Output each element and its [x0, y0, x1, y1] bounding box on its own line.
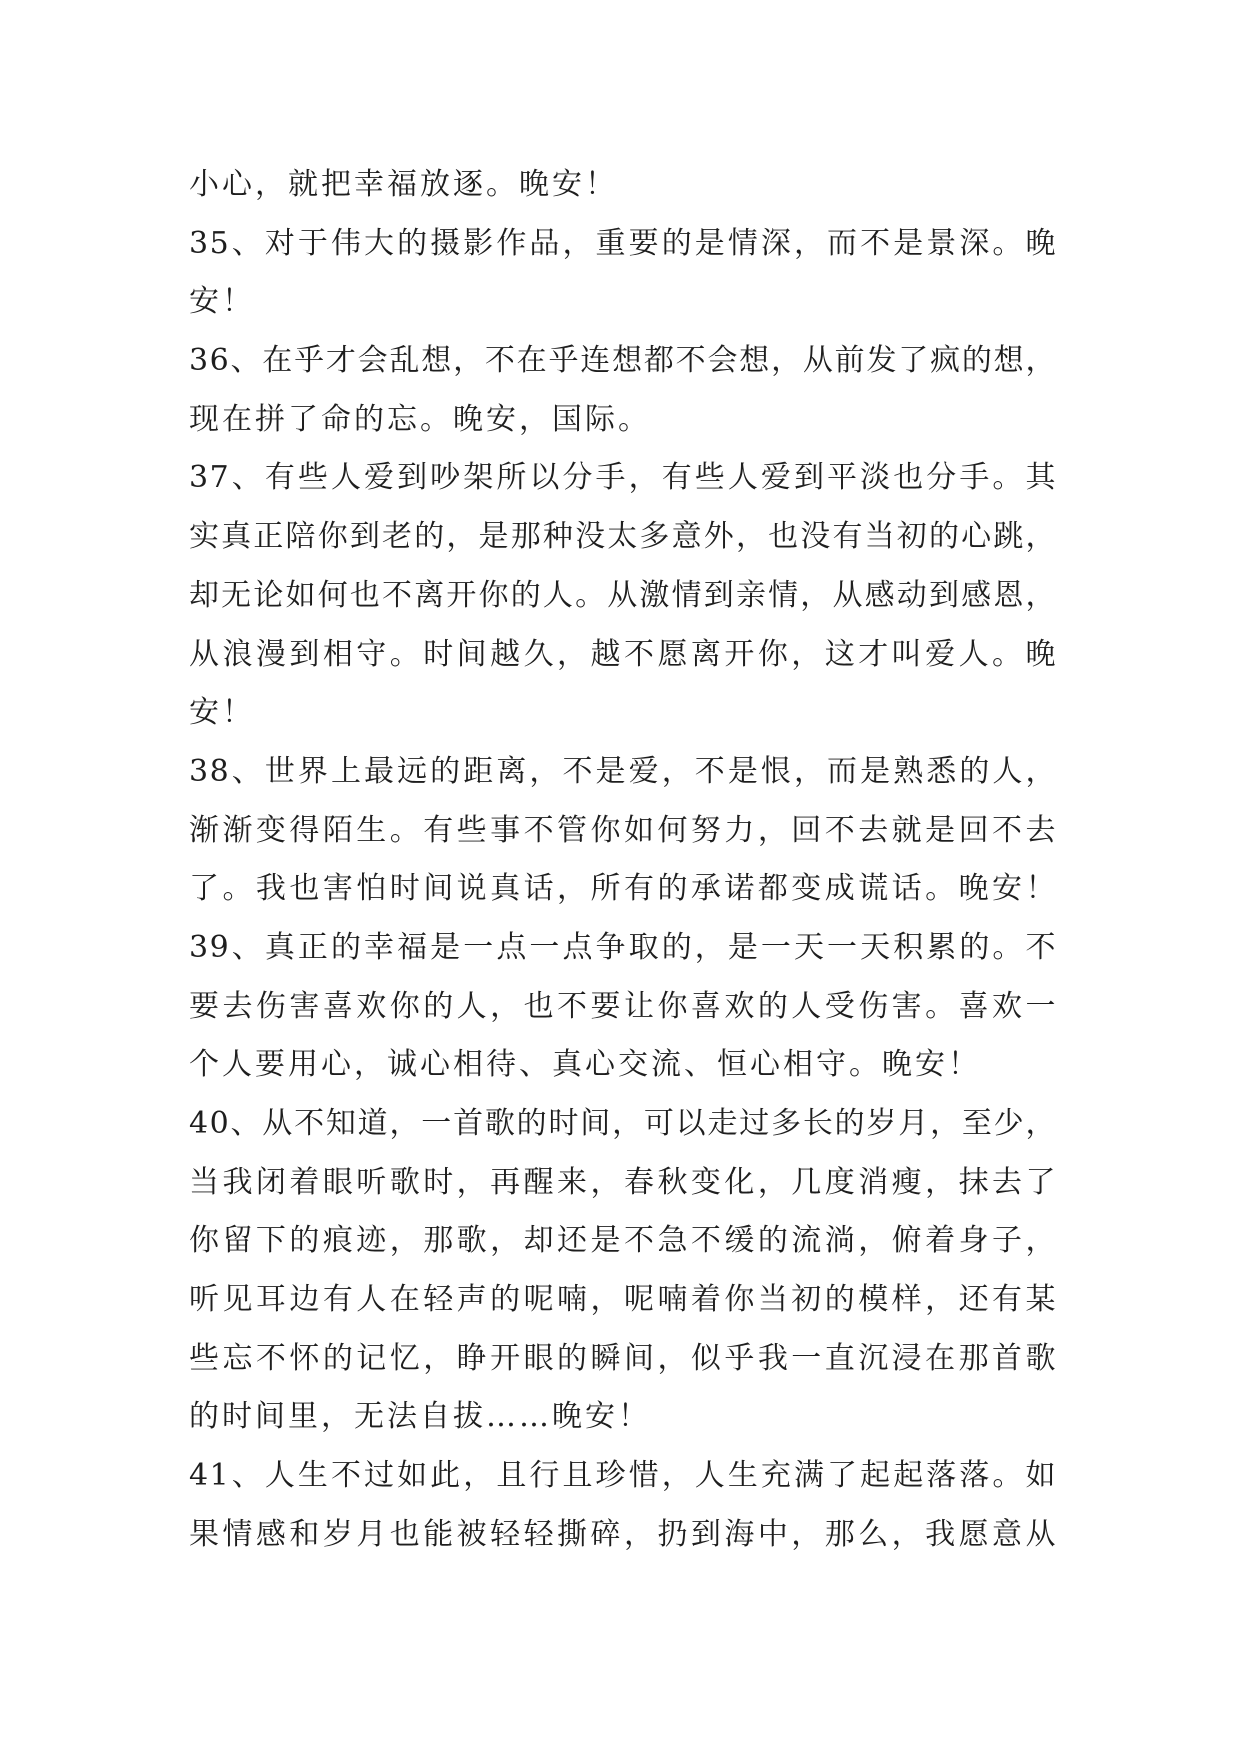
text-line: 安！ [189, 284, 255, 320]
text-line: 果情感和岁月也能被轻轻撕碎，扔到海中，那么，我愿意从 [189, 1516, 1057, 1552]
text-line: 要去伤害喜欢你的人，也不要让你喜欢的人受伤害。喜欢一 [189, 988, 1057, 1024]
text-line: 安！ [189, 695, 255, 731]
text-line: 你留下的痕迹，那歌，却还是不急不缓的流淌，俯着身子， [189, 1223, 1057, 1259]
text-line: 当我闭着眼听歌时，再醒来，春秋变化，几度消瘦，抹去了 [189, 1164, 1057, 1200]
text-line: 现在拼了命的忘。晚安，国际。 [189, 401, 651, 437]
text-line: 40、从不知道，一首歌的时间，可以走过多长的岁月，至少， [189, 1106, 1057, 1141]
text-line: 些忘不怀的记忆，睁开眼的瞬间，似乎我一直沉浸在那首歌 [189, 1340, 1057, 1376]
text-line: 了。我也害怕时间说真话，所有的承诺都变成谎话。晚安！ [189, 871, 1057, 907]
text-line: 小心，就把幸福放逐。晚安！ [189, 167, 618, 202]
text-line: 却无论如何也不离开你的人。从激情到亲情，从感动到感恩， [189, 577, 1057, 613]
text-line: 渐渐变得陌生。有些事不管你如何努力，回不去就是回不去 [189, 812, 1057, 848]
text-line: 41、人生不过如此，且行且珍惜，人生充满了起起落落。如 [189, 1458, 1057, 1494]
text-line: 听见耳边有人在轻声的呢喃，呢喃着你当初的模样，还有某 [189, 1282, 1057, 1318]
text-line: 个人要用心，诚心相待、真心交流、恒心相守。晚安！ [189, 1047, 981, 1083]
text-line: 38、世界上最远的距离，不是爱，不是恨，而是熟悉的人， [189, 753, 1057, 789]
text-line: 37、有些人爱到吵架所以分手，有些人爱到平淡也分手。其 [189, 460, 1057, 496]
text-line: 35、对于伟大的摄影作品，重要的是情深，而不是景深。晚 [189, 225, 1057, 261]
text-line: 39、真正的幸福是一点一点争取的，是一天一天积累的。不 [189, 929, 1057, 965]
text-line: 实真正陪你到老的，是那种没太多意外，也没有当初的心跳， [189, 519, 1057, 555]
text-line: 的时间里，无法自拔……晚安！ [189, 1399, 651, 1435]
text-body [189, 156, 1057, 1565]
text-line: 从浪漫到相守。时间越久，越不愿离开你，这才叫爱人。晚 [189, 636, 1057, 672]
text-line: 36、在乎才会乱想，不在乎连想都不会想，从前发了疯的想， [189, 343, 1057, 379]
